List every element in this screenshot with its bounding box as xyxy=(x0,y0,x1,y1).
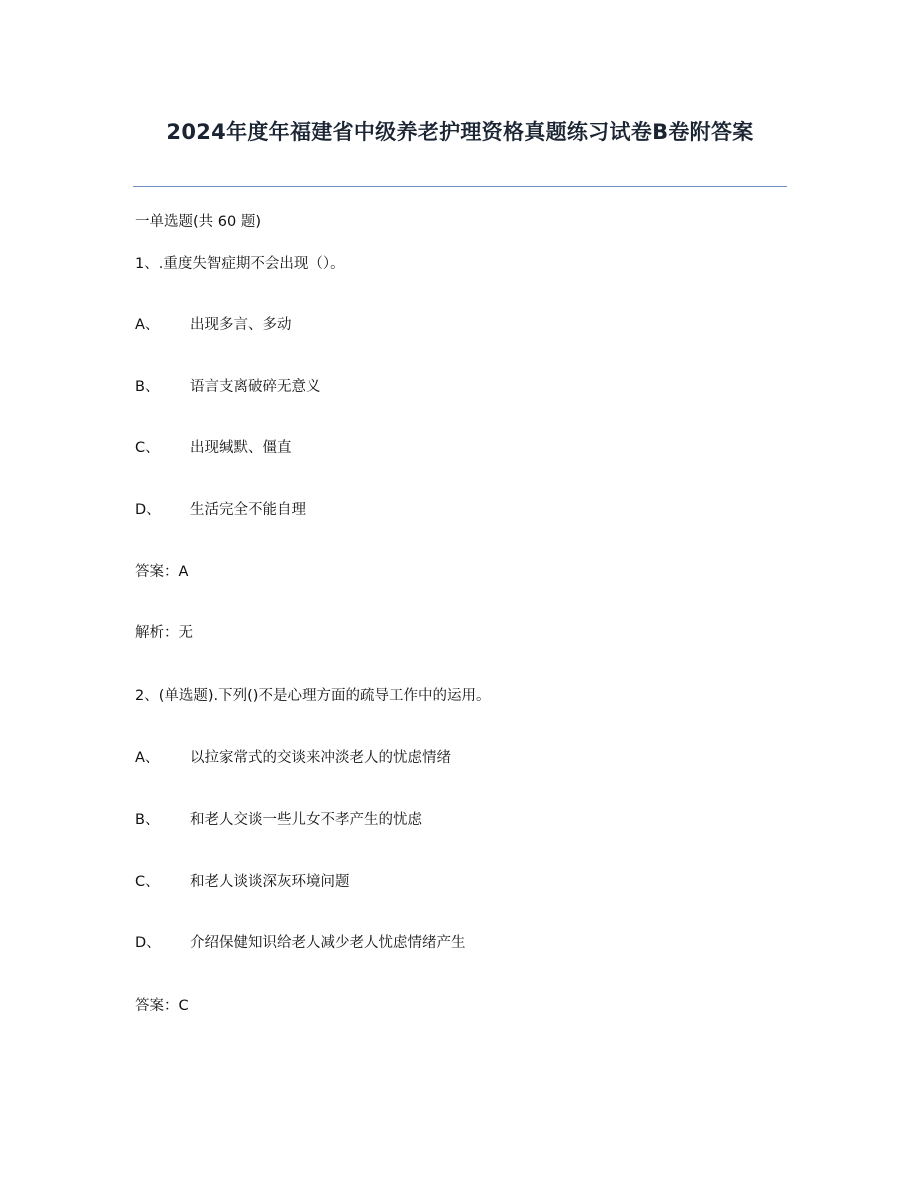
question-1-option-a-text: 出现多言、多动 xyxy=(190,317,292,333)
title-divider xyxy=(133,186,787,187)
question-2-option-a-text: 以拉家常式的交谈来冲淡老人的忧虑情绪 xyxy=(190,750,451,766)
document-title: 2024年度年福建省中级养老护理资格真题练习试卷B卷附答案 xyxy=(166,120,754,144)
question-2-option-d-text: 介绍保健知识给老人减少老人忧虑情绪产生 xyxy=(190,935,466,951)
question-2-option-b-text: 和老人交谈一些儿女不孝产生的忧虑 xyxy=(190,812,422,828)
question-1-option-a-letter: A、 xyxy=(135,317,160,333)
question-2-answer: 答案：C xyxy=(135,998,189,1014)
question-1-option-d-letter: D、 xyxy=(135,502,161,518)
question-2-option-c-text: 和老人谈谈深灰环境问题 xyxy=(190,874,350,890)
question-1-stem: 1、.重度失智症期不会出现（）。 xyxy=(135,256,345,272)
section-label: 一单选题(共 60 题) xyxy=(135,214,261,230)
question-1-option-c-text: 出现缄默、僵直 xyxy=(190,440,292,456)
question-2-option-d-letter: D、 xyxy=(135,935,161,951)
question-2-option-c-letter: C、 xyxy=(135,874,160,890)
question-2-option-a-letter: A、 xyxy=(135,750,160,766)
question-1-option-d-text: 生活完全不能自理 xyxy=(190,502,306,518)
question-1-option-b-text: 语言支离破碎无意义 xyxy=(190,379,321,395)
question-2-stem: 2、(单选题).下列()不是心理方面的疏导工作中的运用。 xyxy=(135,688,491,704)
question-1-answer: 答案：A xyxy=(135,564,189,580)
question-1-option-b-letter: B、 xyxy=(135,379,160,395)
question-1-option-c-letter: C、 xyxy=(135,440,160,456)
question-1-analysis: 解析：无 xyxy=(135,625,193,641)
question-2-option-b-letter: B、 xyxy=(135,812,160,828)
